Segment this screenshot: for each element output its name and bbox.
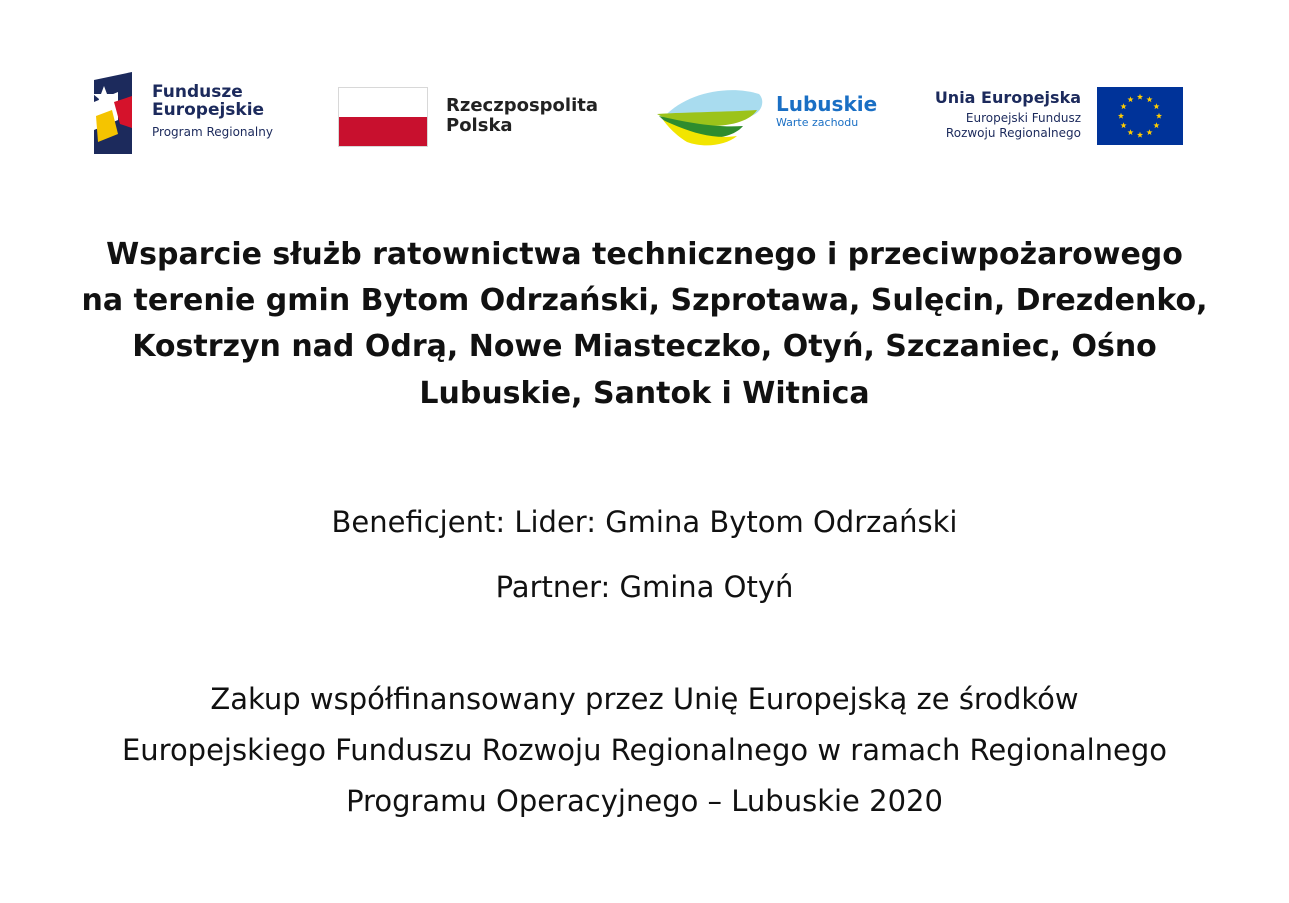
eu-star-icon [1127,96,1133,102]
partner-text: Partner: Gmina Otyń [495,570,794,604]
eu-star-icon [1146,129,1152,135]
eu-star-icon [1127,129,1133,135]
eu-star-icon [1118,113,1124,119]
funding-statement [30,674,1259,827]
lubuskie-emblem-icon [655,86,769,148]
eu-star-icon [1137,132,1143,138]
title-line: Kostrzyn nad Odrą, Nowe Miasteczko, Otyń, Szczaniec, Ośno [132,329,1157,365]
polish-flag-icon [338,87,428,147]
eu-star-icon [1153,103,1159,109]
unia-line1: Unia Europejska [934,88,1081,107]
eu-star-icon [1137,94,1143,100]
unia-europejska-logo [922,70,1187,160]
lubuskie-name: Lubuskie [776,92,878,116]
fundusze-line3: Program Regionalny [152,124,273,139]
project-title [40,232,1249,417]
fundusze-line2: Europejskie [152,99,265,120]
funding-line: Zakup współfinansowany przez Unię Europejską ze środków [210,682,1079,716]
funding-line: Europejskiego Funduszu Rozwoju Regionalnego w ramach Regionalnego [121,733,1168,768]
eu-star-icon [1146,96,1152,102]
lubuskie-logo [655,70,880,160]
fundusze-europejskie-emblem-icon [92,72,136,154]
fundusze-line1: Fundusze [152,82,243,102]
lubuskie-slogan: Warte zachodu [776,116,859,129]
rzeczpospolita-polska-logo [338,70,608,160]
title-line: na terenie gmin Bytom Odrzański, Szprotawa, Sulęcin, Drezdenko, [81,283,1208,319]
unia-line2: Europejski Fundusz [965,111,1081,126]
eu-star-icon [1121,103,1127,109]
eu-flag-icon [1097,87,1183,145]
beneficiary-text: Beneficjent: Lider: Gmina Bytom Odrzański [331,505,958,539]
eu-star-icon [1121,122,1127,128]
funding-line: Programu Operacyjnego – Lubuskie 2020 [346,784,943,819]
logo-bar [0,70,1289,160]
rzeczpospolita-line1: Rzeczpospolita [446,95,598,116]
fundusze-europejskie-logo [92,70,292,160]
eu-star-icon [1156,113,1162,119]
title-line: Lubuskie, Santok i Witnica [419,375,870,411]
unia-line3: Rozwoju Regionalnego [945,125,1081,140]
rzeczpospolita-line2: Polska [446,114,513,136]
eu-star-icon [1153,122,1159,128]
title-line: Wsparcie służb ratownictwa technicznego i przeciwpożarowego [106,237,1183,272]
